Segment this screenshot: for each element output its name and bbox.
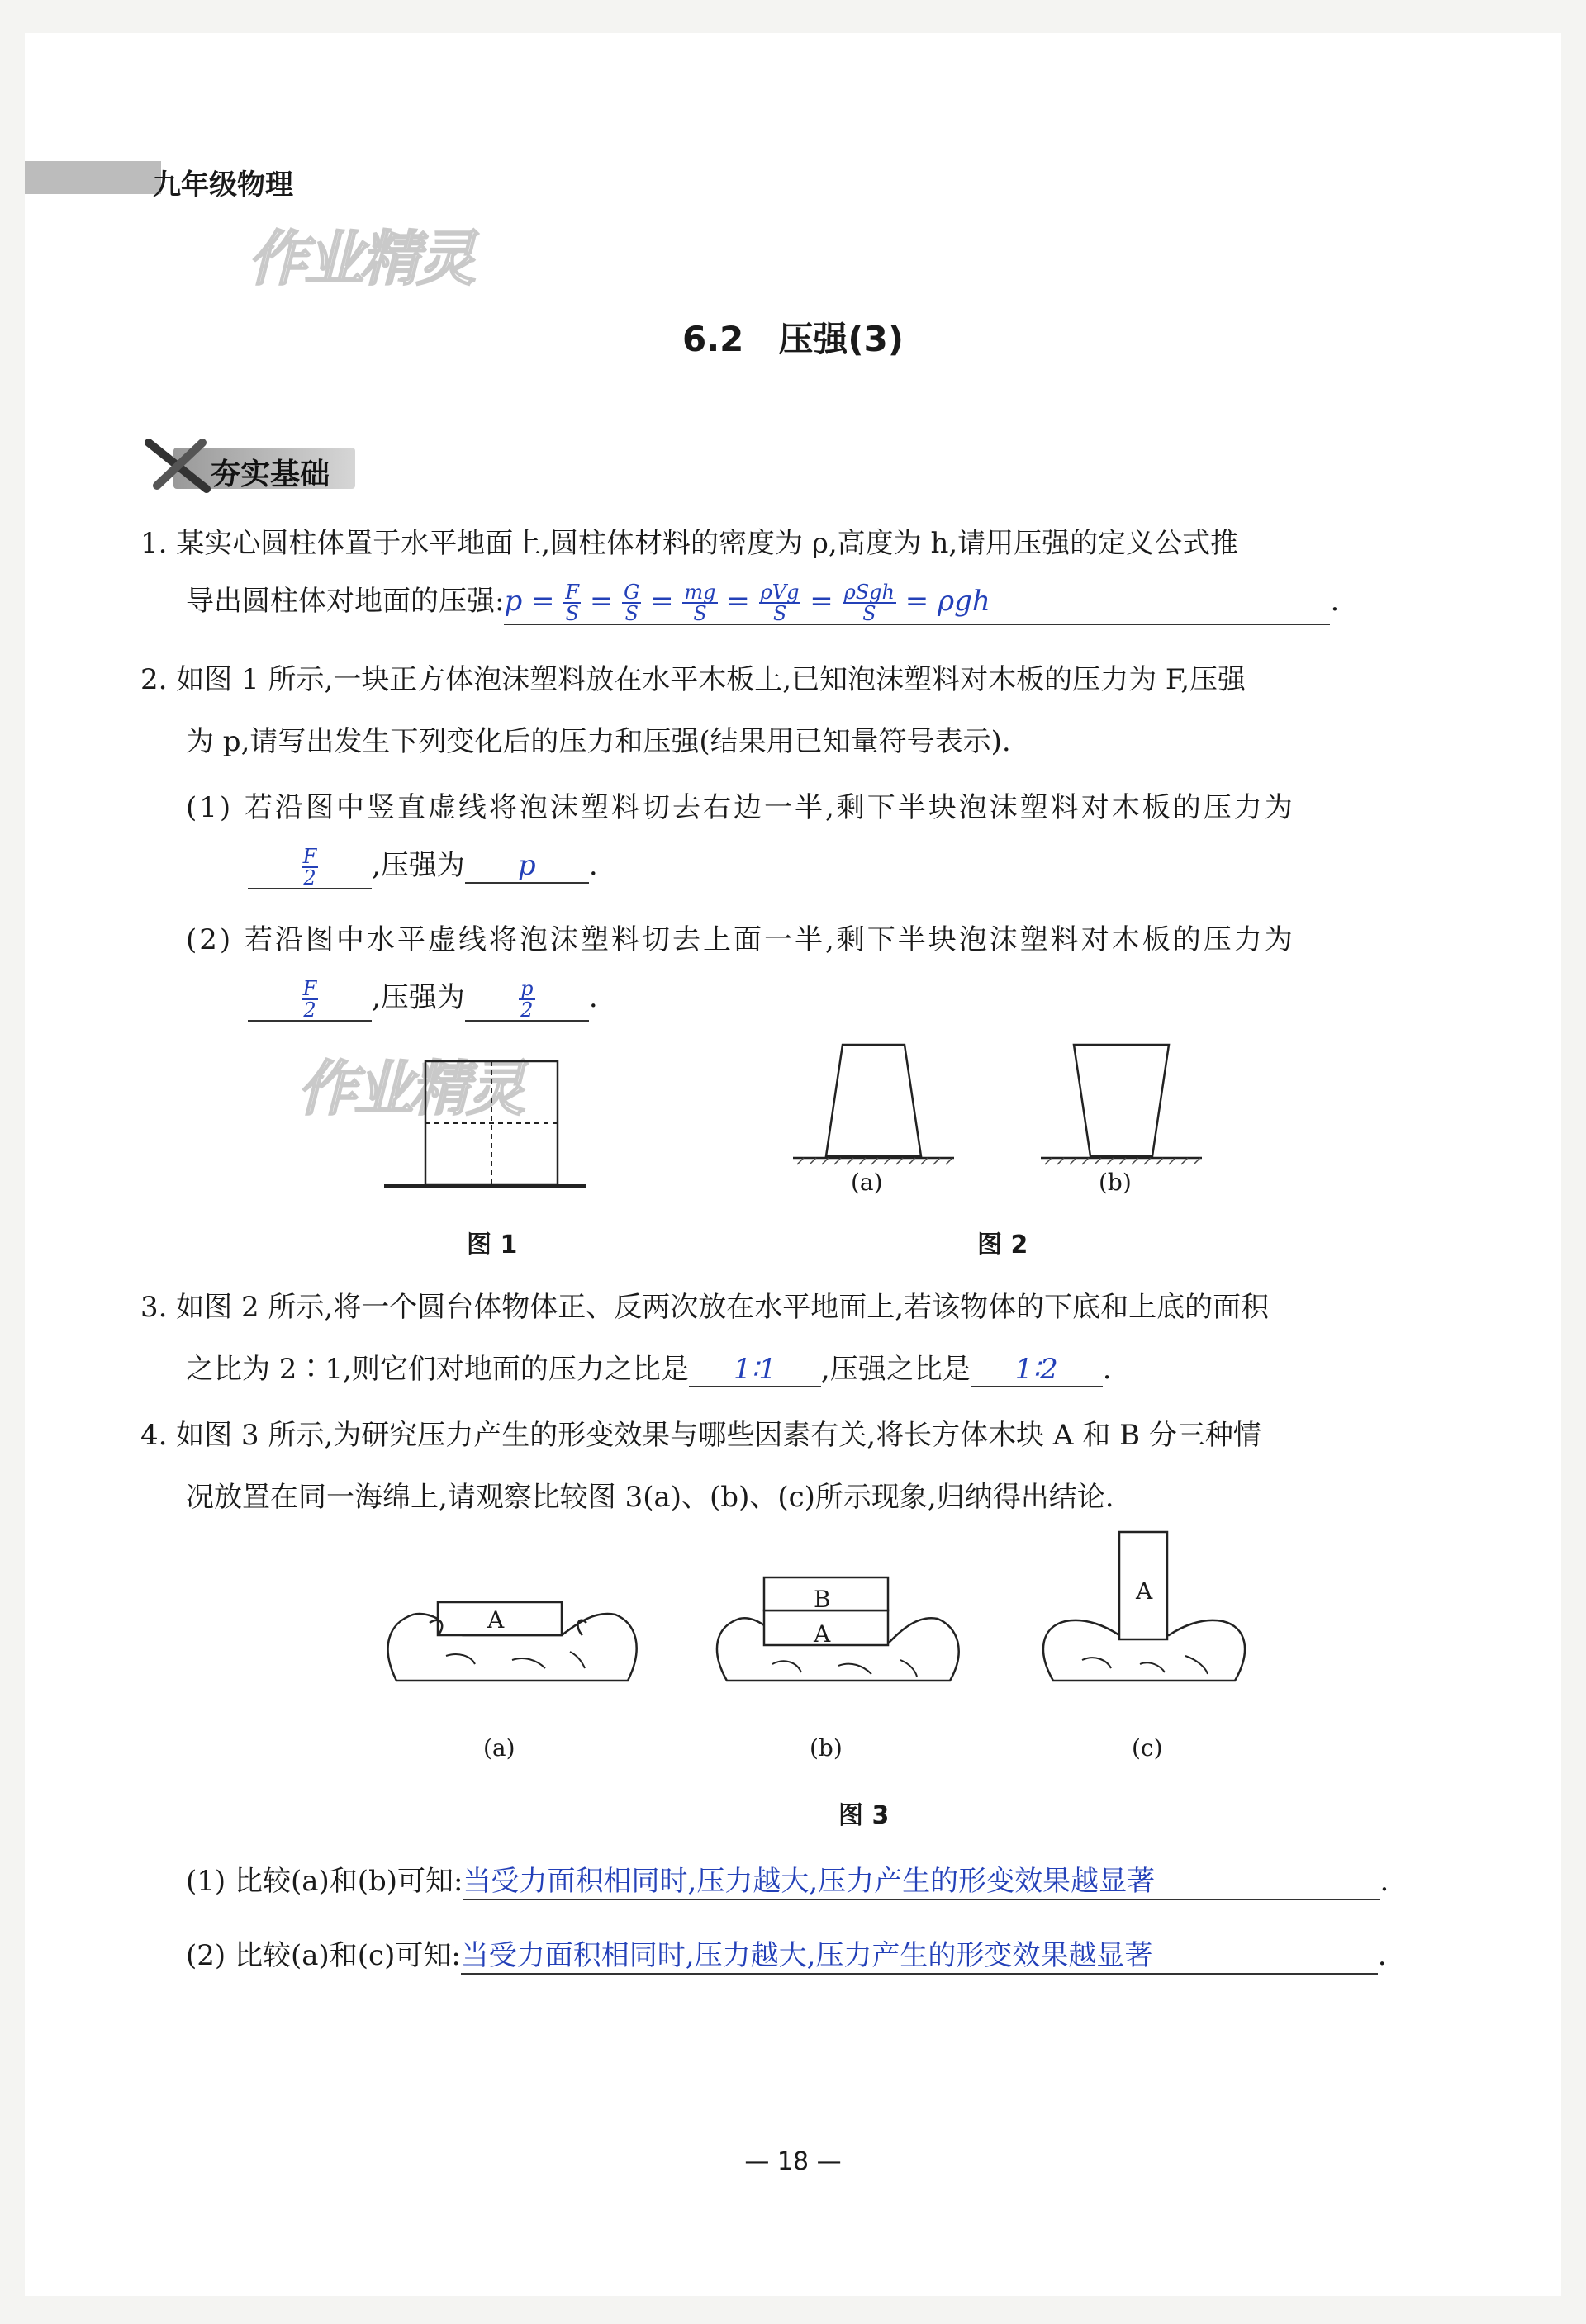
block-a-in-a: A (487, 1606, 505, 1634)
q1-line1: 1. 某实心圆柱体置于水平地面上,圆柱体材料的密度为 ρ,高度为 h,请用压强的定义公式推 (140, 527, 1239, 560)
pencil-icon (140, 436, 215, 496)
q1-answer-blank: p = $\frac{F}{S}$ = $\frac{G}{S}$ = $\frac{mg}{S}$ = $\frac{\text{ρVg}}{S}$ = $\frac{\text{ρSgh}}{S}$ = ρgh (504, 582, 1330, 625)
figure-1-caption: 图 1 (467, 1231, 518, 1259)
q2-part1-answers: $\frac{F}{2}$ ,压强为 p . (248, 842, 598, 889)
section-header (140, 436, 363, 496)
block-b-in-b: B (814, 1586, 831, 1613)
q3-blank1: 1∶1 (689, 1353, 821, 1387)
block-a-in-b: A (814, 1620, 831, 1648)
q3-line2: 之比为 2∶1,则它们对地面的压力之比是 1∶1 ,压强之比是 1∶2 . (186, 1353, 1112, 1386)
q2-line2: 为 p,请写出发生下列变化后的压力和压强(结果用已知量符号表示). (186, 725, 1011, 758)
header-bar (25, 161, 161, 194)
figure-1-cube (384, 1061, 599, 1226)
q1-answer-p: p = (504, 585, 555, 618)
q4-p2-blank: 当受力面积相同时,压力越大,压力产生的形变效果越显著 (461, 1933, 1378, 1975)
figure-3-sponges (380, 1532, 1289, 1722)
section-label: 夯实基础 (211, 458, 330, 491)
q3-line1: 3. 如图 2 所示,将一个圆台体物体正、反两次放在水平地面上,若该物体的下底和上底的面积 (140, 1291, 1270, 1324)
frustum-upright (793, 1045, 954, 1164)
figure-3-a-label: (a) (483, 1734, 515, 1762)
q1-frac-rsgh-s: $\frac{\text{ρSgh}}{S}$ (843, 581, 895, 625)
figure-2-frustums (789, 1045, 1301, 1177)
q1-frac-mg-s: $\frac{mg}{S}$ (684, 581, 716, 625)
figure-3-caption: 图 3 (838, 1801, 890, 1830)
figure-2-a-label: (a) (851, 1169, 883, 1196)
q1-answer-end: = ρgh (905, 585, 990, 618)
q1-frac-g-s: $\frac{G}{S}$ (624, 581, 640, 625)
q1-period: . (1330, 585, 1340, 618)
q1-line2 (186, 578, 1339, 625)
frustum-inverted (1041, 1045, 1202, 1164)
page-number: — 18 — (744, 2147, 842, 2176)
q2-part2-answers: $\frac{F}{2}$ ,压强为 $\frac{p}{2}$ . (248, 975, 598, 1022)
q2-part2: (2) 若沿图中水平虚线将泡沫塑料切去上面一半,剩下半块泡沫塑料对木板的压力为 (186, 923, 1295, 956)
block-a-in-c: A (1136, 1577, 1153, 1605)
q2-p2-blank2: $\frac{p}{2}$ (465, 979, 589, 1022)
q4-line2: 况放置在同一海绵上,请观察比较图 3(a)、(b)、(c)所示现象,归纳得出结论. (186, 1481, 1114, 1514)
q1-prefix: 导出圆柱体对地面的压强: (186, 585, 505, 618)
q1-frac-rvg-s: $\frac{\text{ρVg}}{S}$ (760, 581, 800, 625)
figure-2-caption: 图 2 (977, 1231, 1028, 1259)
sponge-b (717, 1577, 959, 1681)
watermark-mid: 作业精灵 (297, 1054, 523, 1123)
q4-line1: 4. 如图 3 所示,为研究压力产生的形变效果与哪些因素有关,将长方体木块 A 和 B 分三种情 (140, 1419, 1261, 1452)
header-subject: 九年级物理 (153, 168, 293, 202)
q4-part2: (2) 比较(a)和(c)可知:当受力面积相同时,压力越大,压力产生的形变效果越显著 . (186, 1933, 1387, 1975)
figure-3-c-label: (c) (1132, 1734, 1163, 1762)
q3-blank2: 1∶2 (971, 1353, 1103, 1387)
sponge-a (388, 1602, 637, 1681)
q2-p1-blank1: $\frac{F}{2}$ (248, 847, 372, 889)
q1-frac-f-s: $\frac{F}{S}$ (565, 581, 579, 625)
q4-part1: (1) 比较(a)和(b)可知:当受力面积相同时,压力越大,压力产生的形变效果越显著 . (186, 1858, 1389, 1900)
page-title: 6.2 压强(3) (681, 319, 905, 359)
figure-2-b-label: (b) (1099, 1169, 1132, 1196)
watermark-top: 作业精灵 (248, 224, 473, 293)
sponge-c (1043, 1532, 1245, 1681)
q2-p2-blank1: $\frac{F}{2}$ (248, 979, 372, 1022)
q2-p1-blank2: p (465, 849, 589, 884)
q4-p1-blank: 当受力面积相同时,压力越大,压力产生的形变效果越显著 (463, 1858, 1380, 1900)
q2-line1: 2. 如图 1 所示,一块正方体泡沫塑料放在水平木板上,已知泡沫塑料对木板的压力为 F,压强 (140, 663, 1246, 696)
q2-part1: (1) 若沿图中竖直虚线将泡沫塑料切去右边一半,剩下半块泡沫塑料对木板的压力为 (186, 791, 1295, 824)
figure-3-b-label: (b) (810, 1734, 843, 1762)
